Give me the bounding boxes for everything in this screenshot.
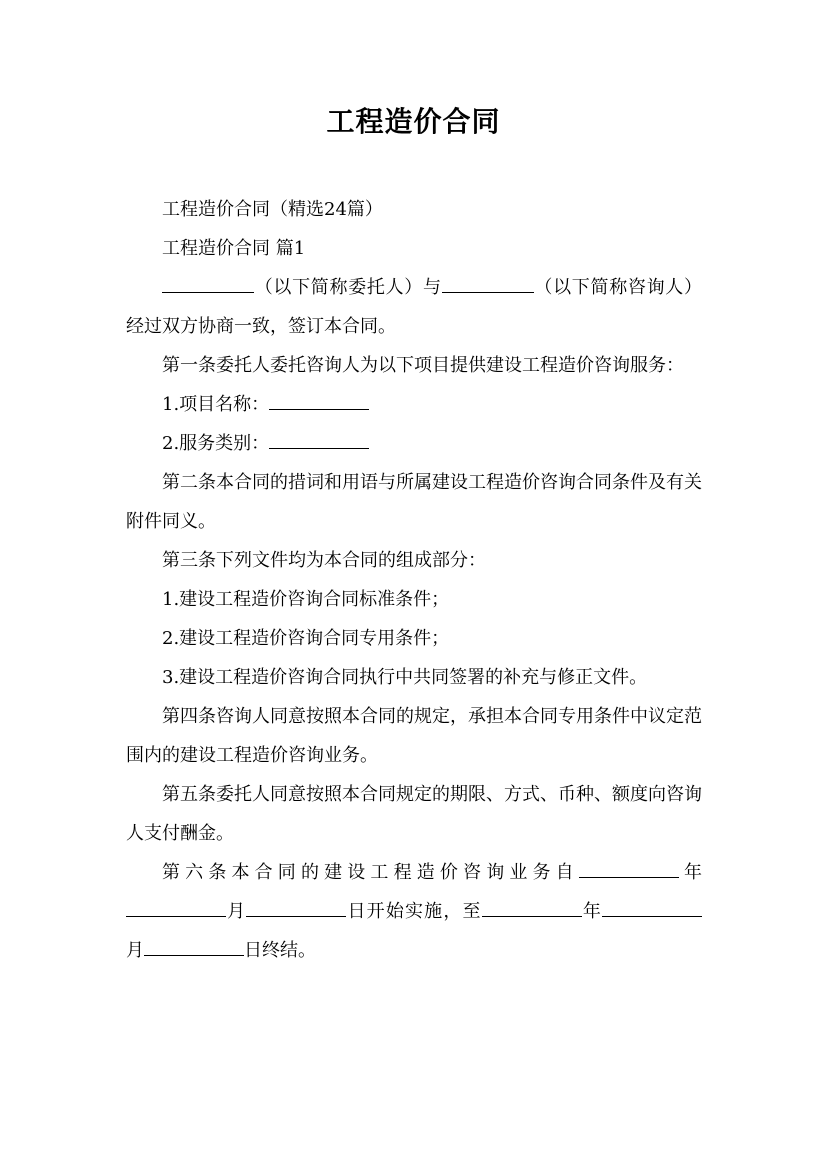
paragraph-text: 2.服务类别： <box>162 433 270 454</box>
paragraph-text: 日终结。 <box>244 940 316 961</box>
paragraph-article-6 <box>126 853 702 970</box>
paragraph-article-5: 第五条委托人同意按照本合同规定的期限、方式、币种、额度向咨询人支付酬金。 <box>126 784 702 844</box>
blank-line <box>269 390 369 410</box>
paragraph-article-4: 第四条咨询人同意按照本合同的规定，承担本合同专用条件中议定范围内的建设工程造价咨询业务。 <box>126 706 702 766</box>
blank-line <box>246 897 346 917</box>
paragraph-list-item-1: 1.建设工程造价咨询合同标准条件； <box>162 589 450 610</box>
paragraph-article-1: 第一条委托人委托咨询人为以下项目提供建设工程造价咨询服务： <box>162 355 684 376</box>
paragraph-text: 1.项目名称： <box>162 394 270 415</box>
blank-line <box>482 897 582 917</box>
paragraph-service-type <box>126 424 702 463</box>
paragraph-section-heading: 工程造价合同 篇1 <box>162 238 306 259</box>
paragraph-text: （以下简称咨询人）经过双方协商一致，签订本合同。 <box>126 277 703 337</box>
paragraph-article-2: 第二条本合同的措词和用语与所属建设工程造价咨询合同条件及有关附件同义。 <box>126 472 702 532</box>
paragraph-text: （以下简称委托人）与 <box>254 277 442 298</box>
paragraph-text: 年 <box>581 901 603 922</box>
paragraph-subtitle: 工程造价合同（精选24篇） <box>162 199 383 220</box>
paragraph-project-name <box>126 385 702 424</box>
blank-line <box>579 858 679 878</box>
paragraph-list-item-2: 2.建设工程造价咨询合同专用条件； <box>162 628 450 649</box>
paragraph-text: 年 <box>678 862 703 883</box>
blank-line <box>269 429 369 449</box>
paragraph-article-3: 第三条下列文件均为本合同的组成部分： <box>162 550 486 571</box>
paragraph-text: 月 <box>226 901 247 922</box>
paragraph-text: 日开始实施，至 <box>346 901 482 922</box>
blank-line <box>126 897 226 917</box>
blank-line <box>144 936 244 956</box>
document-title: 工程造价合同 <box>326 105 501 138</box>
paragraph-parties <box>126 268 702 346</box>
blank-line <box>162 273 254 293</box>
document-body <box>126 190 702 970</box>
paragraph-text: 月 <box>126 940 144 961</box>
paragraph-list-item-3: 3.建设工程造价咨询合同执行中共同签署的补充与修正文件。 <box>162 667 648 688</box>
blank-line <box>442 273 534 293</box>
blank-line <box>602 897 702 917</box>
paragraph-text: 第六条本合同的建设工程造价咨询业务自 <box>162 862 579 883</box>
